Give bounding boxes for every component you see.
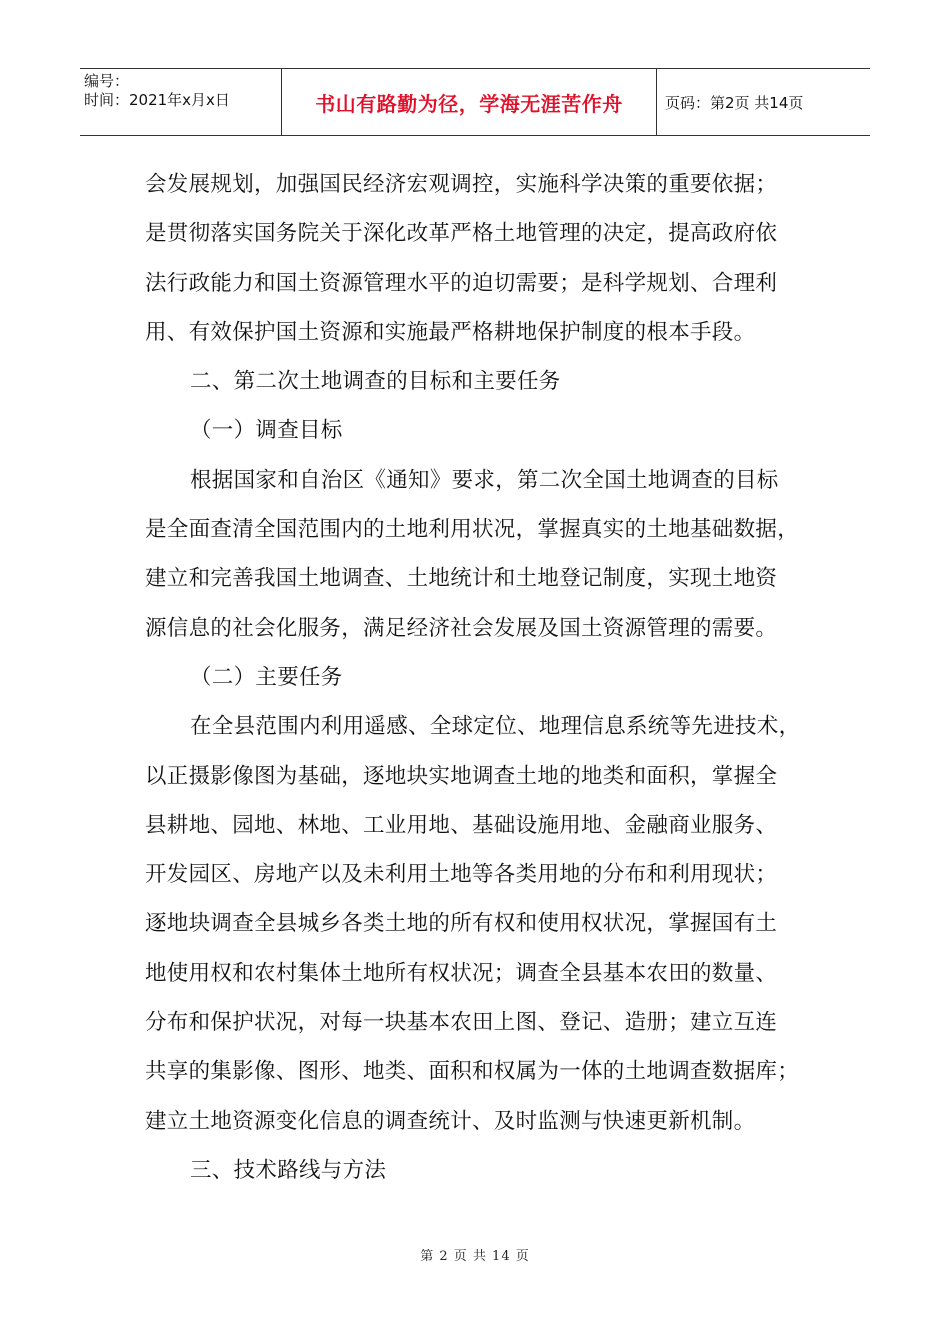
body-line: 根据国家和自治区《通知》要求，第二次全国土地调查的目标 [190, 467, 779, 493]
body-line: 以正摄影像图为基础，逐地块实地调查土地的地类和面积，掌握全 [145, 763, 778, 789]
header-page-info: 页码：第2页 共14页 [665, 93, 804, 112]
body-line: 法行政能力和国土资源管理水平的迫切需要；是科学规划、合理利 [145, 270, 778, 296]
body-line: 建立和完善我国土地调查、土地统计和土地登记制度，实现土地资 [145, 566, 778, 592]
body-line: 开发园区、房地产以及未利用土地等各类用地的分布和利用现状； [145, 862, 778, 888]
body-line: 建立土地资源变化信息的调查统计、及时监测与快速更新机制。 [145, 1108, 756, 1134]
number-label: 编号： [84, 72, 130, 90]
header-motto: 书山有路勤为径，学海无涯苦作舟 [282, 69, 657, 135]
body-line: 用、有效保护国土资源和实施最严格耕地保护制度的根本手段。 [145, 319, 756, 345]
subsection-heading: （二）主要任务 [190, 664, 343, 690]
document-body [145, 160, 810, 1195]
subsection-heading: （一）调查目标 [190, 418, 343, 444]
page-header [80, 68, 870, 136]
body-line: 分布和保护状况，对每一块基本农田上图、登记、造册；建立互连 [145, 1010, 778, 1036]
page-footer: 第 2 页 共 14 页 [420, 1249, 530, 1264]
body-line: 会发展规划，加强国民经济宏观调控，实施科学决策的重要依据； [145, 172, 778, 197]
header-meta [80, 69, 282, 135]
section-heading: 二、第二次土地调查的目标和主要任务 [190, 369, 561, 395]
time-label: 时间：2021年x月x日 [84, 91, 230, 109]
body-line: 源信息的社会化服务，满足经济社会发展及国土资源管理的需要。 [145, 615, 778, 641]
body-line: 是贯彻落实国务院关于深化改革严格土地管理的决定，提高政府依 [145, 221, 778, 247]
body-line: 县耕地、园地、林地、工业用地、基础设施用地、金融商业服务、 [145, 812, 778, 838]
body-line: 逐地块调查全县城乡各类土地的所有权和使用权状况，掌握国有土 [145, 911, 778, 937]
body-line: 共享的集影像、图形、地类、面积和权属为一体的土地调查数据库； [145, 1059, 800, 1085]
body-line: 地使用权和农村集体土地所有权状况；调查全县基本农田的数量、 [145, 960, 778, 986]
body-line: 在全县范围内利用遥感、全球定位、地理信息系统等先进技术， [190, 714, 801, 740]
body-line: 是全面查清全国范围内的土地利用状况，掌握真实的土地基础数据， [145, 517, 800, 543]
section-heading: 三、技术路线与方法 [190, 1157, 387, 1183]
